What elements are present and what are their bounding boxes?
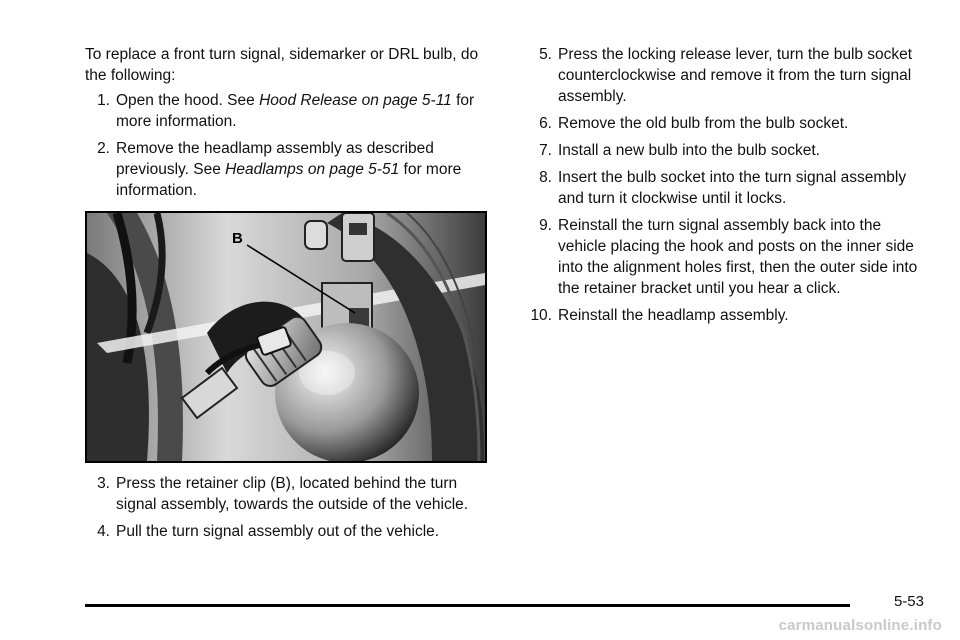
steps-list-after-figure	[85, 473, 490, 542]
cross-reference-link[interactable]: Hood Release on page 5-11	[259, 92, 452, 109]
step-text: Remove the old bulb from the bulb socket.	[558, 115, 849, 132]
step-text-after: for more information.	[116, 161, 462, 199]
step-3	[85, 473, 490, 515]
callout-label: B	[232, 230, 243, 247]
step-8	[527, 167, 927, 209]
step-10	[527, 305, 927, 326]
step-number: 8.	[539, 169, 552, 186]
watermark[interactable]: carmanualsonline.info	[778, 617, 942, 634]
step-text: Insert the bulb socket into the turn signal assembly and turn it clockwise until it locks.	[558, 169, 907, 207]
step-text-after: for more information.	[116, 92, 475, 130]
step-9	[527, 215, 927, 299]
step-7	[527, 140, 927, 161]
step-text: Remove the headlamp assembly as described previously. See	[116, 140, 434, 178]
step-number: 9.	[539, 217, 552, 234]
step-number: 2.	[97, 140, 110, 157]
step-1	[85, 90, 490, 132]
step-text: Pull the turn signal assembly out of the vehicle.	[116, 523, 440, 540]
step-text: Open the hood. See	[116, 92, 260, 109]
headlamp-assembly-photo	[85, 211, 487, 463]
step-number: 6.	[539, 115, 552, 132]
left-column	[85, 44, 490, 548]
step-text: Reinstall the turn signal assembly back into the vehicle placing the hook and posts on the inner side into the alignment holes first, then the outer side into the retainer bracket until you hear a click.	[558, 217, 918, 297]
step-number: 1.	[97, 92, 110, 109]
step-number: 5.	[539, 46, 552, 63]
steps-list-before-figure	[85, 90, 490, 201]
step-5	[527, 44, 927, 107]
right-column	[527, 44, 927, 332]
footer-rule	[85, 604, 850, 607]
step-text: Install a new bulb into the bulb socket.	[558, 142, 820, 159]
headlamp-illustration	[87, 213, 485, 461]
step-number: 4.	[97, 523, 110, 540]
cross-reference-link[interactable]: Headlamps on page 5-51	[225, 161, 400, 178]
steps-list-right	[527, 44, 927, 326]
step-2	[85, 138, 490, 201]
page-number: 5-53	[893, 593, 924, 610]
step-text: Reinstall the headlamp assembly.	[558, 307, 789, 324]
step-6	[527, 113, 927, 134]
step-number: 3.	[97, 475, 110, 492]
step-4	[85, 521, 490, 542]
step-number: 7.	[539, 142, 552, 159]
intro-paragraph: To replace a front turn signal, sidemarker or DRL bulb, do the following:	[85, 46, 479, 84]
step-number: 10.	[530, 307, 552, 324]
step-text: Press the retainer clip (B), located behind the turn signal assembly, towards the outside of the vehicle.	[116, 475, 469, 513]
step-text: Press the locking release lever, turn the bulb socket counterclockwise and remove it from the turn signal assembly.	[558, 46, 913, 105]
